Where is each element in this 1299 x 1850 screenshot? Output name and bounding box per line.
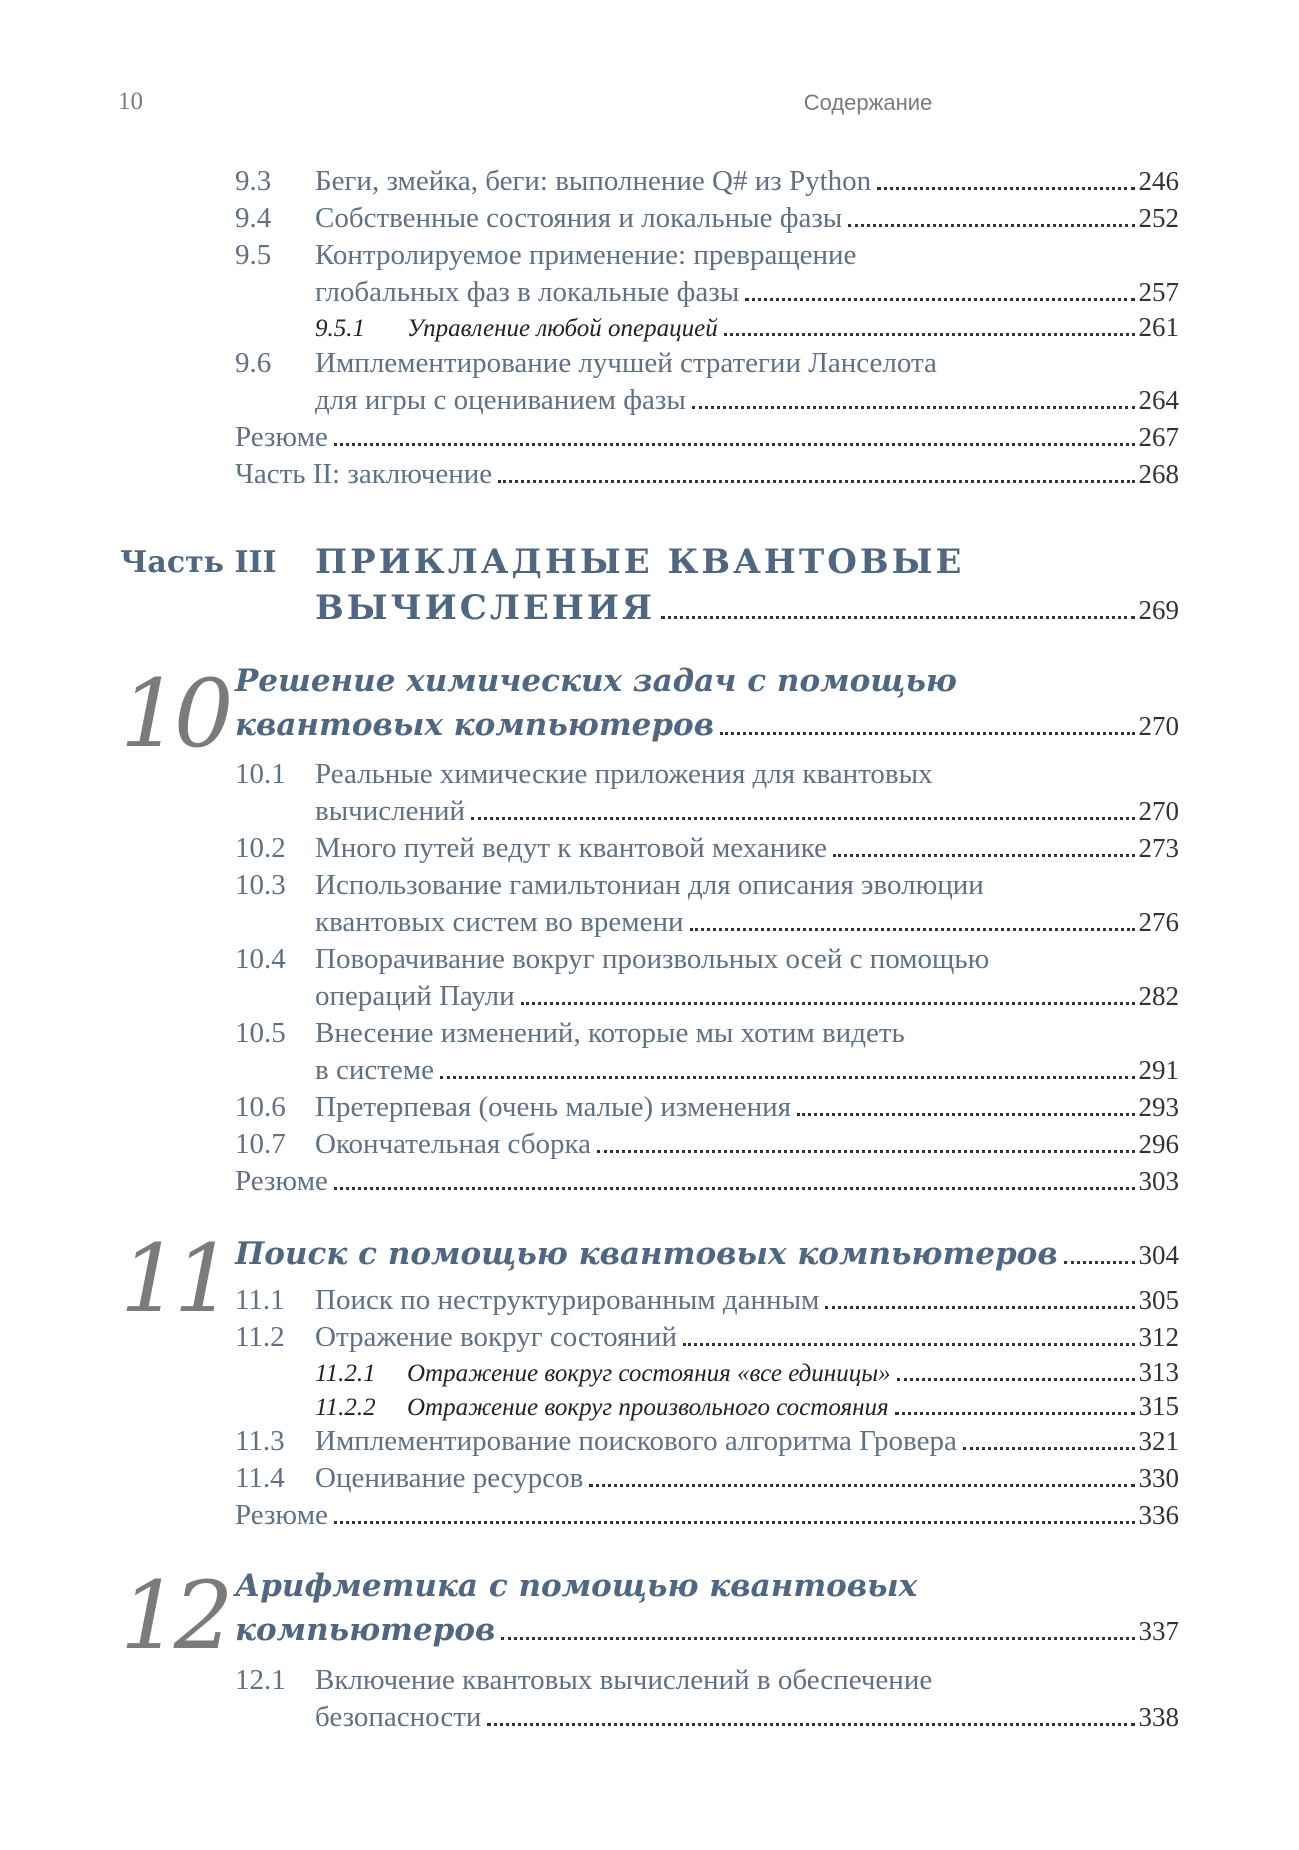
leader-dots [501,1637,1134,1640]
toc-entry-continuation[interactable] [315,980,1179,1013]
entry-number: 12.1 [235,1664,286,1696]
toc-entry[interactable] [235,1284,1179,1317]
chapter-page: 270 [1138,711,1179,741]
entry-number: 10.3 [235,869,286,901]
leader-dots [897,1378,1135,1381]
leader-dots [724,333,1135,336]
part-page: 269 [1138,595,1179,625]
entry-title: Отражение вокруг состояний [315,1321,677,1353]
entry-number: 11.2 [235,1321,285,1353]
entry-page: 315 [1138,1391,1179,1421]
entry-page: 264 [1138,385,1179,415]
entry-title: Резюме [235,1499,328,1531]
entry-page: 246 [1138,166,1179,196]
leader-dots [895,1412,1135,1415]
toc-entry-first-line[interactable] [235,758,933,791]
entry-number: 9.6 [235,347,272,379]
entry-title: Много путей ведут к квантовой механике [315,832,828,864]
toc-entry-first-line[interactable] [235,1664,932,1697]
toc-entry-continuation[interactable] [315,1701,1179,1734]
toc-entry-first-line[interactable] [235,869,984,902]
leader-dots [963,1447,1135,1450]
entry-page: 257 [1138,277,1179,307]
leader-dots [498,480,1134,483]
leader-dots [797,1113,1135,1116]
toc-entry[interactable] [235,1128,1179,1161]
entry-page: 305 [1138,1285,1179,1315]
entry-page: 303 [1138,1166,1179,1196]
entry-page: 338 [1138,1702,1179,1732]
entry-title: Отражение вокруг произвольного состояния [407,1394,889,1421]
leader-dots [745,298,1134,301]
toc-subentry[interactable] [315,1391,1179,1422]
chapter-title-line[interactable] [235,1612,1179,1648]
toc-entry[interactable] [235,202,1179,235]
chapter-number: 10 [120,660,228,769]
entry-number: 10.1 [235,758,286,790]
entry-page: 296 [1138,1129,1179,1159]
entry-number: 9.4 [235,202,272,234]
leader-dots [1064,1261,1135,1264]
chapter-title-line[interactable] [235,707,1179,743]
entry-page: 273 [1138,833,1179,863]
entry-title: в системе [315,1054,434,1086]
leader-dots [833,854,1134,857]
chapter-number: 11 [120,1225,228,1334]
toc-subentry[interactable] [315,312,1179,343]
toc-entry[interactable] [235,832,1179,865]
entry-number: 11.3 [235,1425,285,1457]
entry-title: Управление любой операцией [407,315,718,342]
toc-entry-continuation[interactable] [315,276,1179,309]
entry-page: 252 [1138,203,1179,233]
toc-entry-continuation[interactable] [315,795,1179,828]
leader-dots [471,817,1134,820]
toc-entry-continuation[interactable] [315,906,1179,939]
entry-title: вычислений [315,795,466,827]
leader-dots [877,187,1134,190]
toc-entry[interactable] [235,1425,1179,1458]
entry-page: 268 [1138,459,1179,489]
page-number: 10 [118,88,143,115]
entry-number: 9.3 [235,165,272,197]
leader-dots [334,1521,1135,1524]
entry-title: глобальных фаз в локальные фазы [315,276,740,308]
entry-title: Поворачивание вокруг произвольных осей с помощью [315,943,990,975]
chapter-title-line[interactable] [235,1236,1179,1272]
leader-dots [825,1306,1134,1309]
entry-title: Собственные состояния и локальные фазы [315,202,843,234]
toc-entry-summary[interactable] [235,421,1179,454]
entry-title: Включение квантовых вычислений в обеспечение [315,1664,933,1696]
entry-title: Поиск по неструктурированным данным [315,1284,820,1316]
entry-title: Беги, змейка, беги: выполнение Q# из Python [315,165,872,197]
chapter-title: компьютеров [235,1612,496,1648]
entry-title: Реальные химические приложения для квантовых [315,758,933,790]
toc-entry-first-line[interactable] [235,239,856,272]
leader-dots [848,224,1134,227]
running-title: Содержание [803,90,933,115]
leader-dots [334,443,1135,446]
chapter-title[interactable]: Решение химических задач с помощью [235,663,957,699]
entry-page: 336 [1138,1500,1179,1530]
entry-page: 313 [1138,1357,1179,1387]
entry-title: безопасности [315,1701,482,1733]
toc-entry-first-line[interactable] [235,1017,905,1050]
entry-number: 11.1 [235,1284,285,1316]
part-title-line[interactable] [315,588,1179,628]
entry-title: Резюме [235,421,328,453]
entry-page: 261 [1138,312,1179,342]
entry-title: квантовых систем во времени [315,906,684,938]
chapter-number: 12 [120,1562,228,1671]
leader-dots [334,1187,1135,1190]
toc-entry-first-line[interactable] [235,943,989,976]
part-label: Часть III [120,545,277,580]
chapter-page: 337 [1138,1616,1179,1646]
toc-entry[interactable] [235,1462,1179,1495]
leader-dots [487,1723,1134,1726]
toc-entry-continuation[interactable] [315,384,1179,417]
entry-page: 293 [1138,1092,1179,1122]
leader-dots [683,1343,1135,1346]
toc-entry[interactable] [235,165,1179,198]
entry-page: 282 [1138,981,1179,1011]
entry-page: 270 [1138,796,1179,826]
entry-number: 10.7 [235,1128,286,1160]
chapter-title[interactable]: Арифметика с помощью квантовых [235,1568,918,1604]
toc-entry-summary[interactable] [235,1165,1179,1198]
entry-title: Отражение вокруг состояния «все единицы» [407,1360,891,1387]
entry-number: 10.6 [235,1091,286,1123]
toc-entry-first-line[interactable] [235,347,937,380]
entry-title: Часть II: заключение [235,458,493,490]
entry-number: 9.5.1 [315,315,365,342]
entry-page: 321 [1138,1426,1179,1456]
entry-title: операций Паули [315,980,515,1012]
entry-title: Окончательная сборка [315,1128,592,1160]
toc-subentry[interactable] [315,1357,1179,1388]
leader-dots [690,928,1135,931]
entry-title: Контролируемое применение: превращение [315,239,857,271]
entry-title: Использование гамильтониан для описания эволюции [315,869,984,901]
leader-dots [720,732,1134,735]
toc-entry[interactable] [235,1321,1179,1354]
leader-dots [692,406,1135,409]
leader-dots [521,1002,1135,1005]
entry-number: 10.2 [235,832,286,864]
entry-number: 10.4 [235,943,286,975]
entry-page: 276 [1138,907,1179,937]
entry-number: 11.2.2 [315,1394,376,1421]
toc-entry[interactable] [235,458,1179,491]
entry-title: Претерпевая (очень малые) изменения [315,1091,791,1123]
entry-page: 330 [1138,1463,1179,1493]
entry-number: 9.5 [235,239,272,271]
entry-number: 11.4 [235,1462,285,1494]
part-title[interactable]: ПРИКЛАДНЫЕ КВАНТОВЫЕ [315,542,965,582]
entry-page: 267 [1138,422,1179,452]
entry-page: 312 [1138,1322,1179,1352]
leader-dots [597,1150,1134,1153]
entry-title: Имплементирование поискового алгоритма Гровера [315,1425,957,1457]
entry-page: 291 [1138,1055,1179,1085]
leader-dots [589,1484,1134,1487]
entry-title: для игры с оцениванием фазы [315,384,686,416]
leader-dots [440,1076,1135,1079]
leader-dots [661,616,1134,619]
toc-entry[interactable] [235,1091,1179,1124]
chapter-title: квантовых компьютеров [235,707,715,743]
part-title: ВЫЧИСЛЕНИЯ [315,588,656,628]
chapter-title: Поиск с помощью квантовых компьютеров [235,1236,1058,1272]
entry-title: Имплементирование лучшей стратегии Ланселота [315,347,937,379]
entry-title: Внесение изменений, которые мы хотим видеть [315,1017,905,1049]
chapter-page: 304 [1138,1240,1179,1270]
entry-title: Резюме [235,1165,328,1197]
toc-entry-continuation[interactable] [315,1054,1179,1087]
entry-number: 10.5 [235,1017,286,1049]
entry-title: Оценивание ресурсов [315,1462,584,1494]
toc-entry-summary[interactable] [235,1499,1179,1532]
entry-number: 11.2.1 [315,1360,376,1387]
